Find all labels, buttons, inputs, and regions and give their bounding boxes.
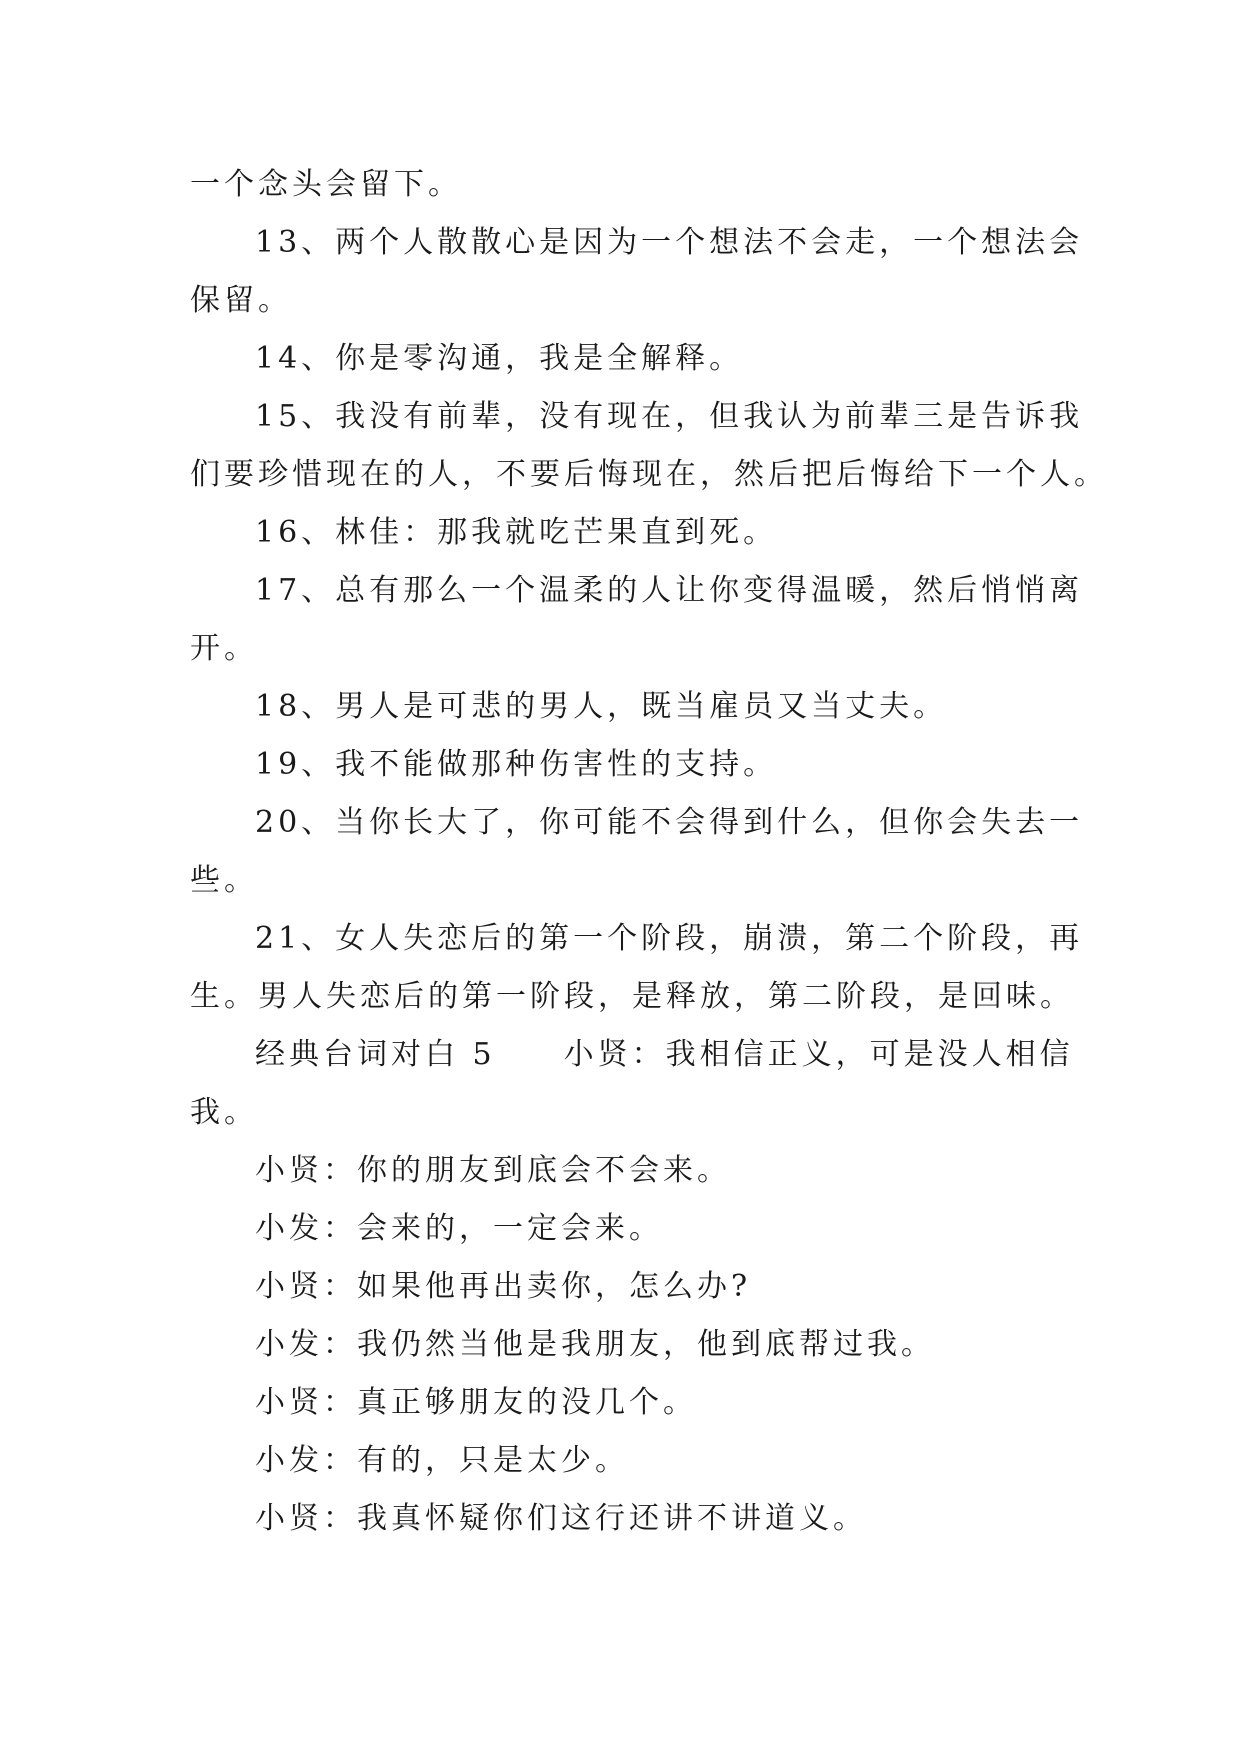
text-line: 我。: [190, 1095, 258, 1130]
text-line: 小发：我仍然当他是我朋友，他到底帮过我。: [255, 1327, 935, 1362]
text-line: 13、两个人散散心是因为一个想法不会走，一个想法会: [255, 225, 1084, 260]
text-line: 19、我不能做那种伤害性的支持。: [255, 747, 778, 782]
text-line: 小贤：如果他再出卖你，怎么办?: [255, 1269, 752, 1304]
text-line: 保留。: [190, 283, 292, 318]
text-line: 小发：会来的，一定会来。: [255, 1211, 663, 1246]
text-line: 经典台词对白 5 小贤：我相信正义，可是没人相信: [255, 1037, 1074, 1072]
text-line: 们要珍惜现在的人，不要后悔现在，然后把后悔给下一个人。: [190, 457, 1108, 492]
text-line: 小发：有的，只是太少。: [255, 1443, 629, 1478]
text-line: 一个念头会留下。: [190, 167, 462, 202]
text-line: 15、我没有前辈，没有现在，但我认为前辈三是告诉我: [255, 399, 1084, 434]
text-line: 开。: [190, 631, 258, 666]
text-line: 小贤：我真怀疑你们这行还讲不讲道义。: [255, 1501, 867, 1536]
text-line: 些。: [190, 863, 258, 898]
text-line: 18、男人是可悲的男人，既当雇员又当丈夫。: [255, 689, 948, 724]
text-line: 小贤：你的朋友到底会不会来。: [255, 1153, 731, 1188]
text-line: 生。男人失恋后的第一阶段，是释放，第二阶段，是回味。: [190, 979, 1074, 1014]
text-line: 21、女人失恋后的第一个阶段，崩溃，第二个阶段，再: [255, 921, 1084, 956]
text-line: 17、总有那么一个温柔的人让你变得温暖，然后悄悄离: [255, 573, 1084, 608]
text-line: 小贤：真正够朋友的没几个。: [255, 1385, 697, 1420]
text-line: 20、当你长大了，你可能不会得到什么，但你会失去一: [255, 805, 1084, 840]
text-line: 16、林佳：那我就吃芒果直到死。: [255, 515, 778, 550]
text-line: 14、你是零沟通，我是全解释。: [255, 341, 744, 376]
